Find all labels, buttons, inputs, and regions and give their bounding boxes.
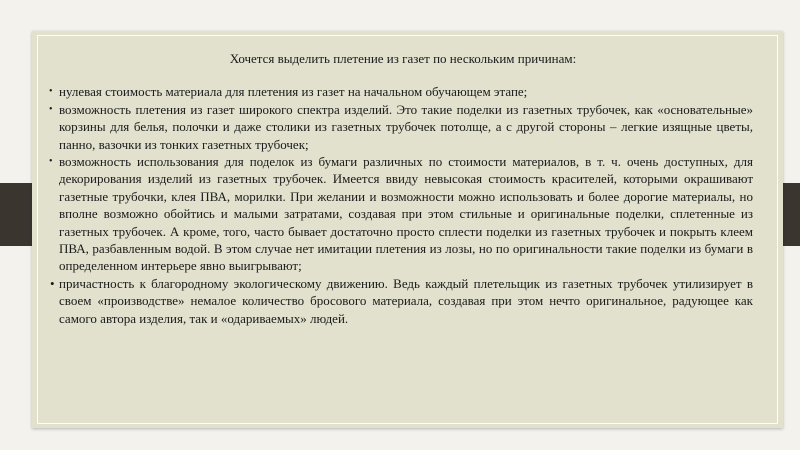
- list-item-text: причастность к благородному экологическому движению. Ведь каждый плетельщик из газетных трубочек утилизирует в своем «производстве» немалое количество бросового материала, создавая при этом нечто оригинальное, радующее как самого автора изделия, так и «одариваемых» людей.: [59, 275, 753, 326]
- bullet-icon: •: [50, 275, 55, 291]
- list-item-text: возможность плетения из газет широкого спектра изделий. Это такие поделки из газетных трубочек, как «основательные» корзины для белья, полочки и даже столики из газетных трубочек потолще, а с другой стороны – легкие изящные цветы, панно, вазочки из тонких газетных трубочек;: [59, 101, 753, 152]
- bullet-icon: •: [49, 156, 53, 168]
- list-item: [50, 275, 753, 327]
- bullet-icon: •: [49, 103, 53, 115]
- list-item-text: возможность использования для поделок из бумаги различных по стоимости материалов, в т. ч. очень доступных, для декорирования изделий из газетных трубочек. Имеется ввиду невысокая стоимость красителей, которыми окрашивают газетные трубочки, клея ПВА, морилки. При желании и возможности можно использовать и более дорогие материалы, но вполне возможно обойтись и малыми затратами, создавая при этом стильные и оригинальные поделки, сплетенные из газетных трубочек. А кроме, того, часто бывает достаточно просто сплести поделки из газетных трубочек и покрыть клеем ПВА, разбавленным водой. В этом случае нет имитации плетения из лозы, но по оригинальности такие поделки из бумаги в определенном интерьере явно выигрывают;: [59, 154, 753, 274]
- list-item-text: нулевая стоимость материала для плетения из газет на начальном обучающем этапе;: [59, 84, 528, 100]
- list-item: [49, 83, 753, 100]
- bullet-icon: •: [49, 86, 53, 98]
- slide-content: [49, 50, 753, 327]
- list-item: [49, 101, 753, 153]
- reasons-list: [49, 83, 753, 327]
- slide-heading: Хочется выделить плетение из газет по нескольким причинам:: [229, 51, 577, 66]
- list-item: [49, 153, 753, 275]
